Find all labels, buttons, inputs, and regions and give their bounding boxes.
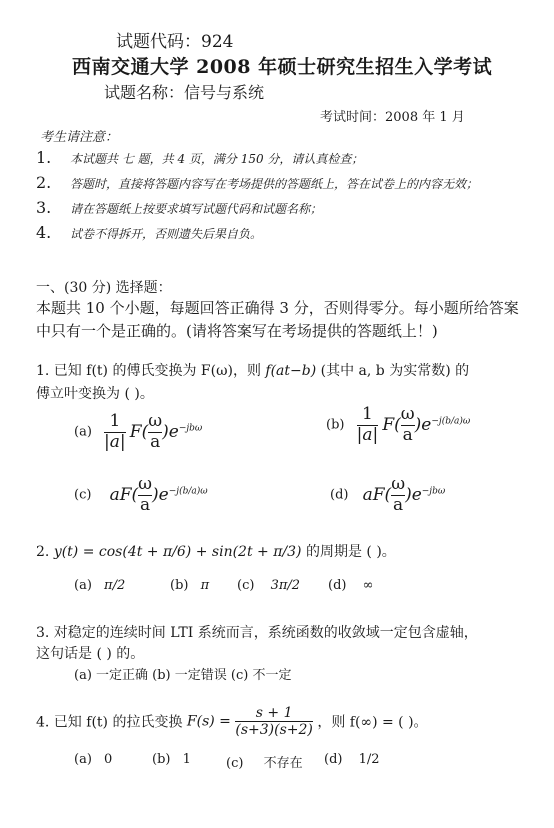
q1-option-d: (d) aF( $\frac{\omega}{a}$ )$e^{-jb\omega}$: [330, 474, 446, 515]
notice-item: 2. 答题时，直接将答题内容写在考场提供的答题纸上，答在试卷上的内容无效；: [36, 173, 479, 192]
fraction: $\frac{\omega}{a}$: [400, 404, 415, 445]
fraction: $\frac{\omega}{a}$: [391, 474, 406, 515]
section-intro-line1: 本题共 10 个小题，每题回答正确得 3 分，否则得零分。每小题所给答案: [36, 299, 519, 317]
exam-time: 考试时间：2008 年 1 月: [320, 110, 465, 125]
exam-code: 试题代码：924: [116, 32, 234, 52]
q1-stem-line2: 傅立叶变换为 ( )。: [36, 386, 154, 402]
q2-option-b: (b) π: [170, 578, 210, 593]
subject-name: 试题名称：信号与系统: [104, 83, 265, 102]
q4-option-b: (b) 1: [152, 752, 191, 767]
q4-option-c: (c) 不存在: [226, 756, 303, 771]
exam-title: 西南交通大学 2008 年硕士研究生招生入学考试: [72, 56, 493, 78]
q3-stem-line2: 这句话是 ( ) 的。: [36, 646, 145, 662]
q4-stem: 4. 已知 f(t) 的拉氏变换 F(s) = $\frac{s + 1}{(s+3)(s+2)}$ ，则 f(∞) = ( )。: [36, 705, 428, 739]
fraction: $\frac{1}{|a|}$: [356, 404, 379, 445]
q2-option-c: (c) 3π/2: [237, 578, 301, 593]
notice-item: 1. 本试题共 七 题，共 4 页，满分 150 分，请认真检查；: [36, 148, 364, 167]
q3-stem-line1: 3. 对稳定的连续时间 LTI 系统而言，系统函数的收敛域一定包含虚轴，: [36, 625, 478, 641]
q1-option-c: (c) aF( $\frac{\omega}{a}$ )$e^{-j(b/a)\omega}$: [74, 474, 208, 515]
q1-option-a: (a) $\frac{1}{|a|}$ F( $\frac{\omega}{a}$ )$e^{-jb\omega}$: [74, 411, 203, 452]
fraction: $\frac{\omega}{a}$: [138, 474, 153, 515]
q3-options: (a) 一定正确 (b) 一定错误 (c) 不一定: [74, 668, 292, 683]
q4-option-d: (d) 1/2: [324, 752, 380, 767]
notice-item: 4. 试卷不得拆开，否则遗失后果自负。: [36, 223, 263, 242]
q2-stem: 2. y(t) = cos(4t + π/6) + sin(2t + π/3) 的周期是 ( )。: [36, 544, 396, 560]
q1-option-b: (b) $\frac{1}{|a|}$ F( $\frac{\omega}{a}$ )$e^{-j(b/a)\omega}$: [326, 404, 471, 445]
fraction: $\frac{\omega}{a}$: [148, 411, 163, 452]
q4-option-a: (a) 0: [74, 752, 113, 767]
fraction: $\frac{1}{|a|}$: [104, 411, 126, 452]
section-title: 一、(30 分) 选择题：: [36, 280, 172, 296]
fraction: $\frac{s + 1}{(s+3)(s+2)}$: [235, 705, 313, 739]
notice-item: 3. 请在答题纸上按要求填写试题代码和试题名称；: [36, 198, 323, 217]
q2-option-d: (d) ∞: [328, 578, 374, 593]
q1-stem: 1. 已知 f(t) 的傅氏变换为 F(ω)，则 f(at−b) (其中 a, b 为实常数) 的: [36, 363, 470, 379]
section-intro-line2: 中只有一个是正确的。(请将答案写在考场提供的答题纸上！): [36, 322, 438, 340]
q2-option-a: (a) π/2: [74, 578, 126, 593]
notice-title: 考生请注意：: [40, 130, 119, 145]
